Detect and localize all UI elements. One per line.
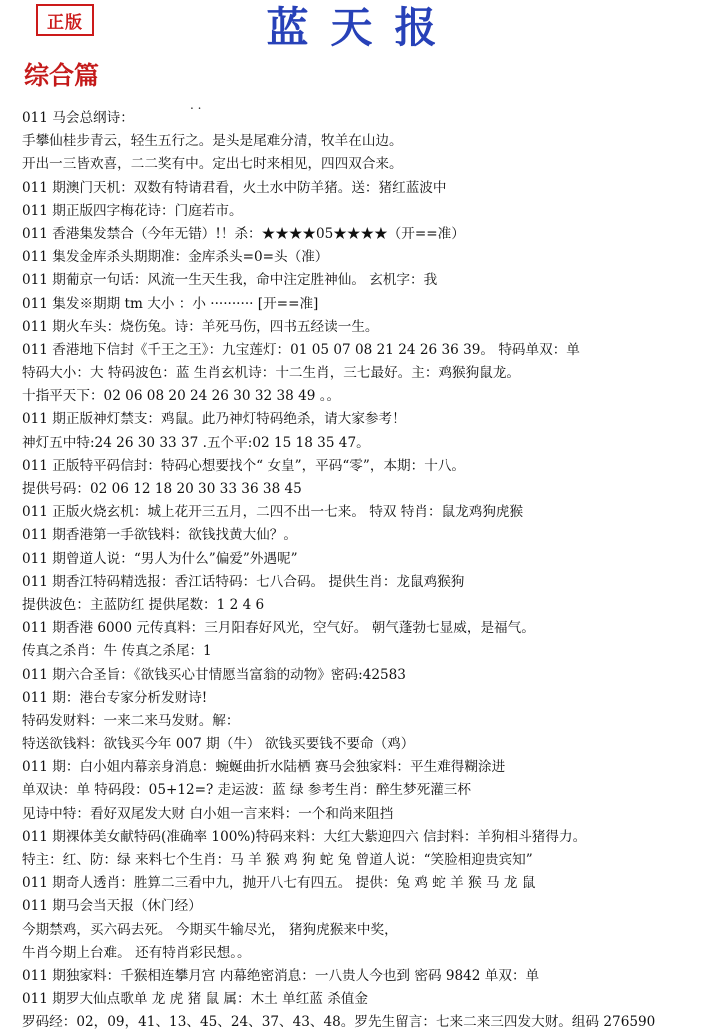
text-line: 十指平天下：02 06 08 20 24 26 30 32 38 49 。。: [22, 388, 341, 405]
text-line: 011 期：港台专家分析发财诗!: [22, 689, 208, 706]
text-line: 011 期葡京一句话：风流一生天生我，命中注定胜神仙。 玄机字：我: [22, 272, 438, 289]
text-line: 011 期罗大仙点歌单 龙 虎 猪 鼠 属：木土 单红蓝 杀值金: [22, 991, 368, 1008]
text-line: 牛肖今期上台难。 还有特肖彩民想。。: [22, 944, 251, 961]
text-line: 011 正版特平码信封：特码心想要找个“ 女皇”，平码“零”，本期：十八。: [22, 457, 466, 474]
text-line: 手攀仙桂步青云，轻生五行之。是头是尾难分清，牧羊在山边。: [22, 133, 403, 150]
text-line: 特码发财料：一来二来马发财。解：: [22, 712, 240, 729]
page-title: 蓝天报: [266, 3, 459, 52]
text-line: 特送欲钱料：欲钱买今年 007 期（牛） 欲钱买要钱不要命（鸡）: [22, 736, 415, 753]
text-line: 011 期：白小姐内幕亲身消息：蜿蜒曲折水陆栖 赛马会独家料：平生难得糊涂进: [22, 759, 506, 776]
text-line: 011 期裸体美女献特码(准确率 100%)特码来料：大红大紫迎四六 信封料：羊狗相斗猪得力。: [22, 828, 587, 845]
decorative-dots: . .: [190, 98, 202, 112]
text-line: 011 正版火烧玄机：城上花开三五月，二四不出一七来。 特双 特肖：鼠龙鸡狗虎猴: [22, 504, 524, 521]
text-line: 011 集发金库杀头期期准：金库杀头=0=头（准）: [22, 249, 329, 266]
text-line: 011 期澳门天机：双数有特请君看，火土水中防羊猪。送：猪红蓝波中: [22, 179, 447, 196]
article-body: [22, 107, 722, 1035]
text-line: 011 马会总纲诗：: [22, 110, 134, 126]
text-line: 011 期香港 6000 元传真料：三月阳春好风光，空气好。 朝气蓬勃七显威，是福气。: [22, 620, 535, 637]
text-line: 特主：红、防：绿 来料七个生肖：马 羊 猴 鸡 狗 蛇 兔 曾道人说：“笑脸相迎贵宾知”: [22, 852, 533, 868]
text-line: 特码大小：大 特码波色：蓝 生肖玄机诗：十二生肖，三七最好。主：鸡猴狗鼠龙。: [22, 365, 521, 382]
text-line: 011 期香港第一手欲钱料：欲钱找黄大仙？。: [22, 527, 297, 544]
text-line: 011 期独家料：千猴相连攀月宫 内幕绝密消息：一八贵人今也到 密码 9842 单双：单: [22, 967, 540, 984]
text-line: 011 集发※期期 tm 大小 ：小 ·········· [开==准]: [22, 295, 319, 312]
text-line: 011 香港地下信封《千王之王》：九宝莲灯：01 05 07 08 21 24 26 36 39。 特码单双：单: [22, 341, 580, 358]
text-line: 提供号码：02 06 12 18 20 30 33 36 38 45: [22, 481, 302, 497]
text-line: 单双诀：单 特码段：05+12=? 走运波：蓝 绿 参考生肖：醉生梦死灌三杯: [22, 782, 471, 799]
text-line: 011 期六合圣旨：《欲钱买心甘情愿当富翁的动物》密码:42583: [22, 666, 406, 683]
section-heading: 综合篇: [24, 61, 100, 90]
text-line: 011 期正版神灯禁支：鸡鼠。此乃神灯特码绝杀，请大家参考！: [22, 411, 406, 428]
text-line: 011 期火车头：烧伤兔。诗：羊死马伤，四书五经读一生。: [22, 318, 379, 335]
text-line: 011 期奇人透肖：胜算二三看中九，抛开八七有四五。 提供：兔 鸡 蛇 羊 猴 马 龙 鼠: [22, 875, 536, 892]
text-line: 开出一三皆欢喜，二二奖有中。定出七时来相见，四四双合来。: [22, 156, 403, 173]
text-line: 提供波色：主蓝防红 提供尾数：1 2 4 6: [22, 596, 265, 613]
text-line: 神灯五中特:24 26 30 33 37 .五个平:02 15 18 35 47。: [22, 434, 370, 451]
text-line: 罗码经：02，09，41、13、45、24、37、43、48。罗先生留言：七来二来三四发大财。组码 276590: [22, 1014, 656, 1031]
text-line: 011 期曾道人说：“男人为什么”偏爱”外遇呢”: [22, 550, 298, 567]
text-line: 见诗中特：看好双尾发大财 白小姐一言来料：一个和尚来阻挡: [22, 805, 394, 822]
text-line: 011 期香江特码精选报：香江话特码：七八合码。 提供生肖：龙鼠鸡猴狗: [22, 573, 465, 590]
text-line: 011 期马会当天报（休门经）: [22, 898, 202, 915]
edition-badge: 正版: [36, 4, 94, 36]
text-line: 011 期正版四字梅花诗：门庭若市。: [22, 202, 243, 219]
text-line: 传真之杀肖：牛 传真之杀尾：1: [22, 643, 212, 660]
text-line: 011 香港集发禁合（今年无错）!！杀：★★★★05★★★★（开==准）: [22, 225, 465, 242]
text-line: 今期禁鸡，买六码去死。 今期买牛输尽光， 猪狗虎猴来中奖，: [22, 921, 398, 938]
